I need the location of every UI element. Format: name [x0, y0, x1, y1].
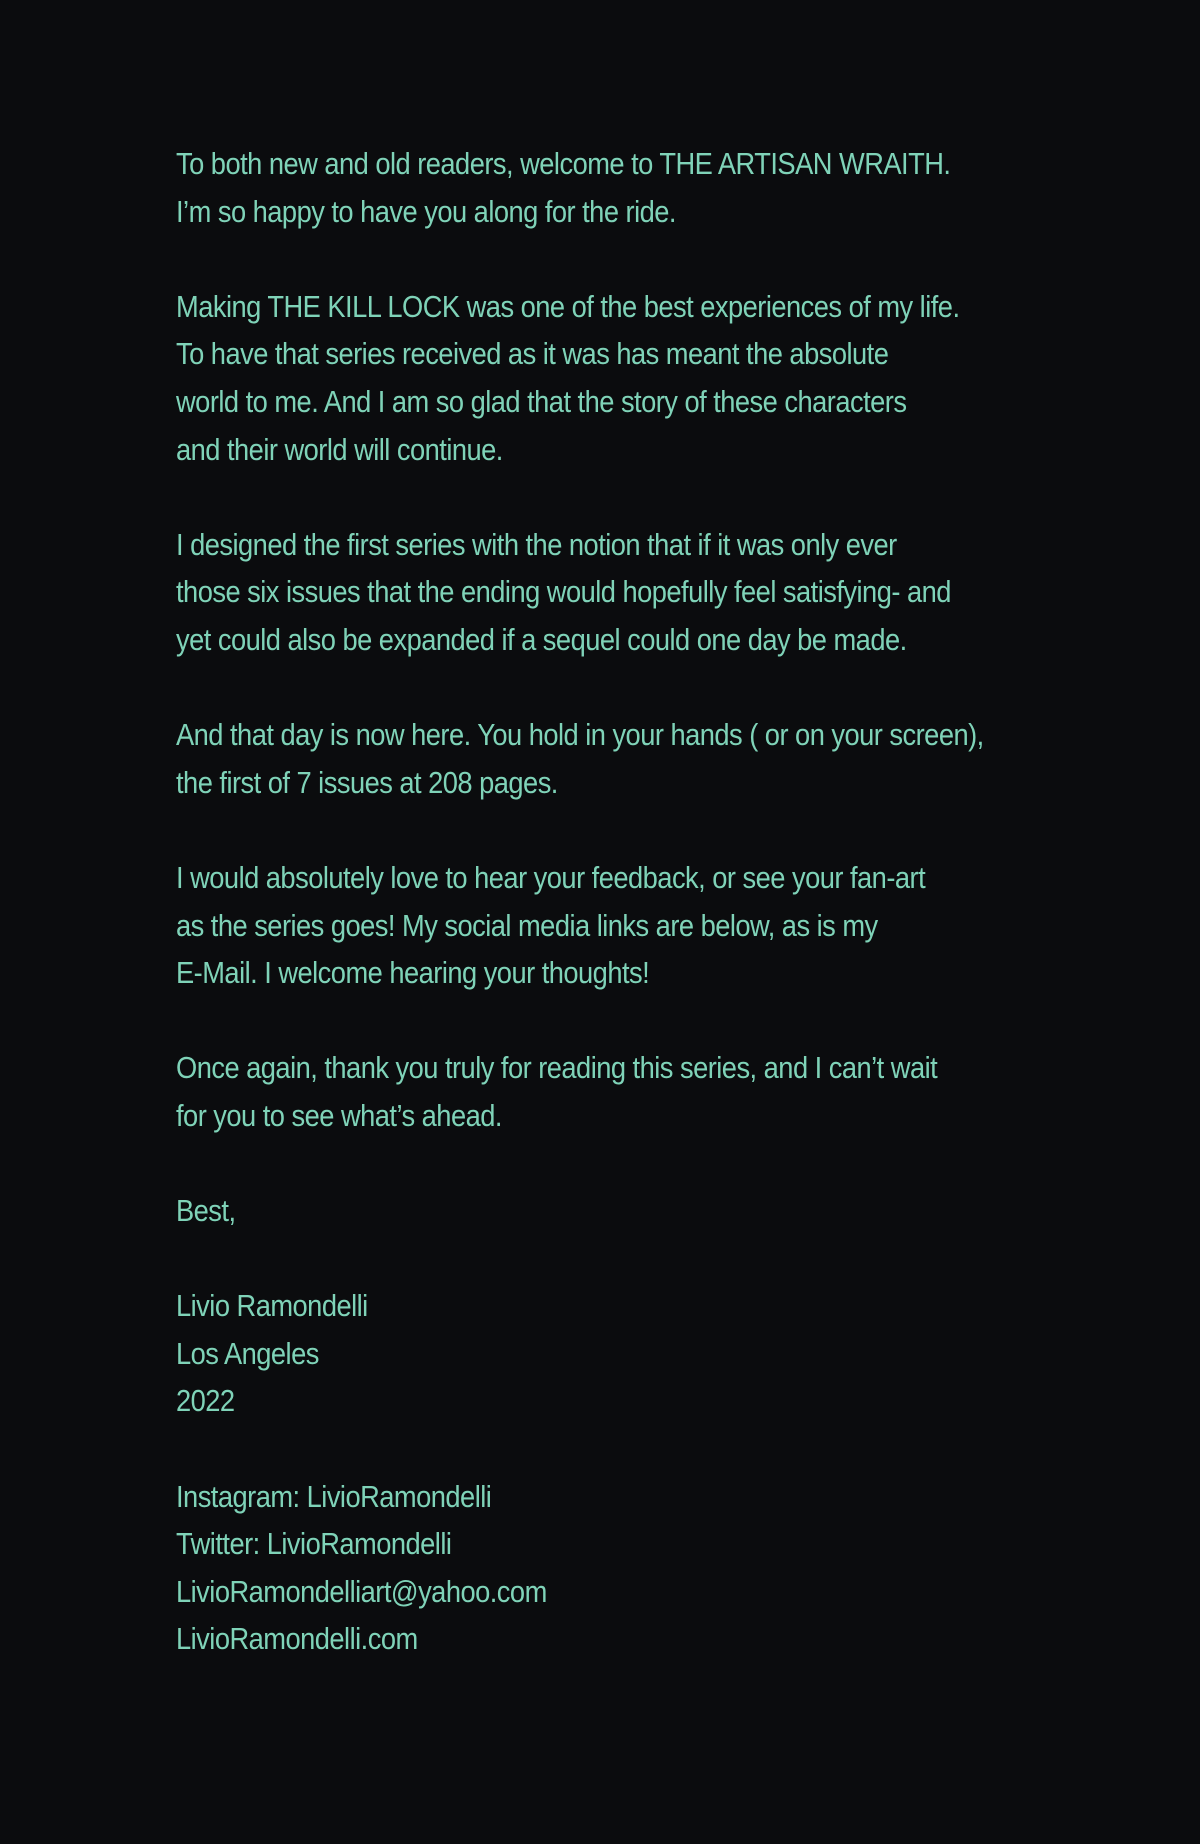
text-line: for you to see what’s ahead. — [176, 1097, 502, 1133]
text-line: yet could also be expanded if a sequel could one day be made. — [176, 621, 907, 657]
text-line: I would absolutely love to hear your feedback, or see your fan-art — [176, 859, 926, 895]
text-line: world to me. And I am so glad that the story of these characters — [176, 383, 907, 419]
paragraph-kill-lock — [176, 283, 968, 473]
text-line: the first of 7 issues at 208 pages. — [176, 764, 558, 800]
twitter-handle: Twitter: LivioRamondelli — [176, 1526, 452, 1562]
closing-text: Best, — [176, 1193, 236, 1229]
text-line: To have that series received as it was has meant the absolute — [176, 336, 889, 372]
text-line: those six issues that the ending would hopefully feel satisfying- and — [176, 574, 951, 610]
email-address: LivioRamondelliart@yahoo.com — [176, 1573, 547, 1609]
paragraph-feedback — [176, 854, 968, 997]
website-url: LivioRamondelli.com — [176, 1621, 418, 1657]
text-line: Once again, thank you truly for reading this series, and I can’t wait — [176, 1050, 938, 1086]
text-line: I designed the first series with the notion that if it was only ever — [176, 526, 897, 562]
author-name: Livio Ramondelli — [176, 1288, 368, 1324]
text-line: and their world will continue. — [176, 431, 503, 467]
letter-year: 2022 — [176, 1383, 235, 1419]
text-line: I’m so happy to have you along for the ride. — [176, 193, 676, 229]
text-line: To both new and old readers, welcome to THE ARTISAN WRAITH. — [176, 146, 951, 181]
paragraph-design — [176, 521, 968, 664]
paragraph-welcome — [176, 140, 968, 235]
signature-block — [176, 1282, 968, 1425]
paragraph-that-day — [176, 711, 984, 806]
paragraph-thanks — [176, 1044, 968, 1139]
author-location: Los Angeles — [176, 1335, 319, 1371]
contact-block — [176, 1473, 968, 1663]
text-line: E-Mail. I welcome hearing your thoughts! — [176, 955, 650, 991]
text-line: Making THE KILL LOCK was one of the best experiences of my life. — [176, 288, 960, 324]
instagram-handle: Instagram: LivioRamondelli — [176, 1478, 492, 1514]
closing — [176, 1187, 968, 1235]
letter-body — [176, 140, 984, 1711]
text-line: as the series goes! My social media links are below, as is my — [176, 907, 878, 943]
text-line: And that day is now here. You hold in your hands ( or on your screen), — [176, 717, 984, 753]
